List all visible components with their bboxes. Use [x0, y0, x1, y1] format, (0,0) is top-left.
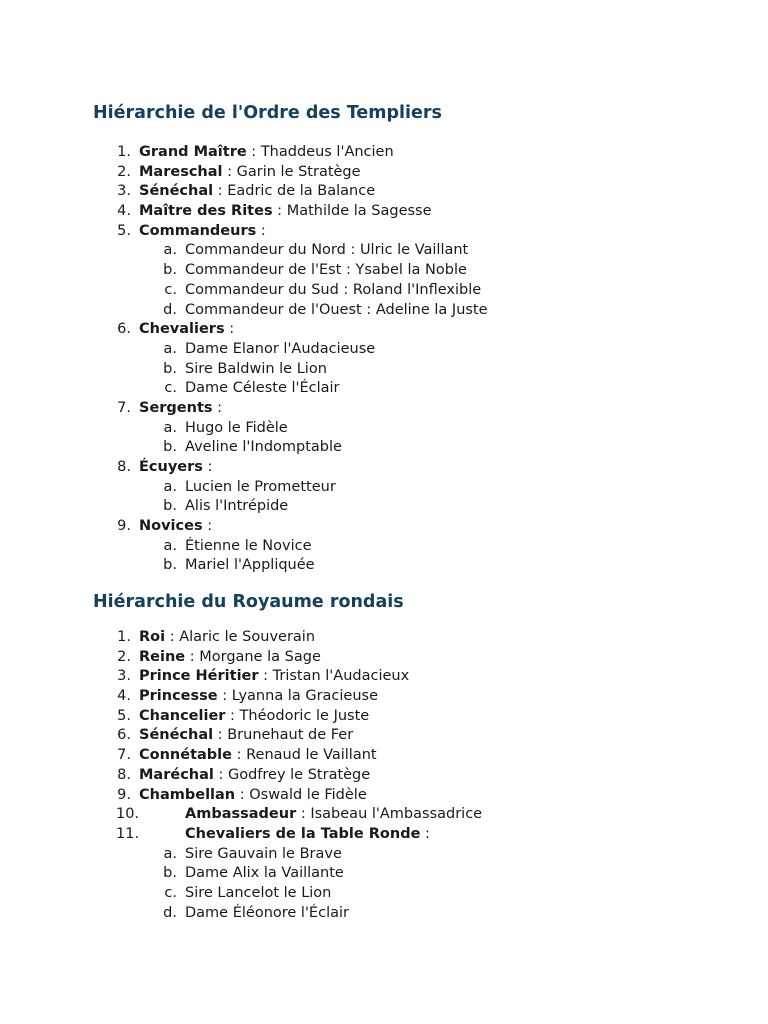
item-title: Maréchal	[139, 766, 214, 783]
item-name: Tristan l'Audacieux	[272, 668, 410, 685]
item-separator: :	[213, 727, 228, 744]
item-separator: :	[256, 222, 266, 239]
item-number: 11.	[116, 825, 140, 842]
item-number: 8.	[117, 766, 131, 783]
item-number: 9.	[117, 518, 131, 535]
templiers-hierarchy-list	[0, 143, 768, 576]
sub-item-text: Sire Gauvain le Brave	[185, 845, 342, 862]
sub-list-item	[0, 340, 768, 360]
item-number: 5.	[117, 222, 131, 239]
list-item	[0, 517, 768, 537]
sub-item-text: Sire Baldwin le Lion	[185, 360, 327, 377]
item-text	[139, 648, 321, 668]
list-item	[0, 320, 768, 340]
sub-item-letter: a.	[163, 419, 177, 436]
item-text	[139, 517, 212, 537]
item-text	[139, 399, 222, 419]
royaume-hierarchy-list	[0, 628, 768, 923]
sub-item-text: Dame Alix la Vaillante	[185, 865, 344, 882]
item-number: 8.	[117, 459, 131, 475]
item-text	[139, 163, 361, 183]
item-number: 4.	[117, 203, 131, 220]
item-number: 7.	[117, 747, 131, 764]
item-number: 9.	[117, 786, 131, 803]
item-number: 1.	[117, 629, 131, 645]
sub-list-item	[0, 884, 768, 904]
sub-item-letter: a.	[163, 845, 177, 862]
sub-item-text: Dame Céleste l'Éclair	[185, 380, 340, 397]
section-title-templiers: Hiérarchie de l'Ordre des Templiers	[93, 103, 442, 123]
item-text	[139, 222, 266, 242]
item-separator: :	[258, 668, 273, 685]
sub-list-item	[0, 497, 768, 517]
list-item	[0, 163, 768, 183]
item-number: 6.	[117, 727, 131, 744]
item-separator: :	[272, 203, 287, 220]
sub-item-letter: c.	[164, 884, 177, 901]
list-item	[0, 143, 768, 163]
item-number: 7.	[117, 399, 131, 416]
item-name: Morgane la Sage	[199, 648, 321, 665]
item-title: Chevaliers de la Table Ronde	[185, 825, 421, 842]
item-name: Mathilde la Sagesse	[286, 203, 432, 220]
item-text	[139, 687, 378, 707]
item-text	[139, 202, 432, 222]
list-item	[0, 202, 768, 222]
item-name: Godfrey le Stratège	[227, 766, 371, 783]
sub-list-item	[0, 360, 768, 380]
item-text	[139, 458, 212, 478]
item-separator: :	[231, 747, 247, 764]
sub-list-item	[0, 419, 768, 439]
item-number: 10.	[116, 806, 140, 823]
sub-item-text: Hugo le Fidèle	[185, 419, 288, 436]
item-separator: :	[217, 688, 232, 705]
item-name: Lyanna la Gracieuse	[231, 688, 379, 705]
item-text	[185, 825, 430, 845]
sub-item-text: Lucien le Prometteur	[185, 478, 336, 495]
item-title: Sénéchal	[139, 727, 214, 744]
item-separator: :	[213, 183, 228, 200]
sub-list-item	[0, 438, 768, 458]
item-name: Brunehaut de Fer	[227, 727, 354, 744]
list-item	[0, 687, 768, 707]
item-name: Isabeau l'Ambassadrice	[310, 806, 483, 823]
list-item	[0, 458, 768, 478]
item-separator: :	[202, 518, 213, 535]
item-separator: :	[296, 806, 311, 823]
item-name: Renaud le Vaillant	[246, 747, 377, 764]
list-item	[0, 825, 768, 845]
item-title: Roi	[139, 629, 166, 645]
item-title: Princesse	[139, 688, 218, 705]
item-text	[139, 143, 394, 163]
sub-item-letter: b.	[163, 865, 177, 882]
list-item	[0, 746, 768, 766]
list-item	[0, 707, 768, 727]
list-item	[0, 182, 768, 202]
sub-item-letter: b.	[163, 557, 177, 574]
sub-list-item	[0, 537, 768, 557]
sub-item-text: Commandeur du Sud : Roland l'Inflexible	[185, 281, 482, 298]
sub-item-text: Étienne le Novice	[185, 537, 312, 554]
item-separator: :	[224, 321, 235, 338]
item-text	[185, 805, 482, 825]
sub-item-text: Sire Lancelot le Lion	[185, 884, 332, 901]
item-name: Thaddeus l'Ancien	[260, 144, 394, 160]
item-title: Chancelier	[139, 707, 226, 724]
sub-item-letter: b.	[163, 360, 177, 377]
item-separator: :	[222, 163, 237, 180]
item-title: Écuyers	[139, 459, 203, 475]
sub-item-letter: a.	[163, 340, 177, 357]
item-text	[139, 707, 369, 727]
item-separator: :	[165, 629, 180, 645]
sub-list-item	[0, 556, 768, 576]
item-number: 4.	[117, 688, 131, 705]
sub-item-text: Dame Éléonore l'Éclair	[185, 904, 349, 921]
item-title: Maître des Rites	[139, 203, 273, 220]
item-text	[139, 667, 409, 687]
item-title: Commandeurs	[139, 222, 257, 239]
sub-item-letter: b.	[163, 498, 177, 515]
item-text	[139, 726, 353, 746]
item-number: 6.	[117, 321, 131, 338]
list-item	[0, 667, 768, 687]
item-name: Théodoric le Juste	[239, 707, 370, 724]
item-text	[139, 320, 234, 340]
sub-item-text: Commandeur de l'Est : Ysabel la Noble	[185, 262, 467, 279]
item-text	[139, 786, 367, 806]
item-title: Mareschal	[139, 163, 223, 180]
sub-item-letter: a.	[163, 478, 177, 495]
sub-list-item	[0, 379, 768, 399]
item-name: Oswald le Fidèle	[249, 786, 367, 803]
item-separator: :	[212, 399, 223, 416]
sub-item-text: Aveline l'Indomptable	[185, 439, 342, 456]
item-number: 1.	[117, 144, 131, 160]
item-separator: :	[185, 648, 200, 665]
sub-item-letter: b.	[163, 439, 177, 456]
sub-item-letter: c.	[164, 281, 177, 298]
item-separator: :	[202, 459, 213, 475]
item-number: 2.	[117, 648, 131, 665]
sub-list-item	[0, 301, 768, 321]
section-title-royaume: Hiérarchie du Royaume rondais	[93, 592, 404, 612]
sub-list-item	[0, 241, 768, 261]
item-number: 5.	[117, 707, 131, 724]
sub-list-item	[0, 478, 768, 498]
item-separator: :	[225, 707, 240, 724]
sub-item-text: Alis l'Intrépide	[185, 498, 289, 515]
item-name: Garin le Stratège	[236, 163, 361, 180]
item-separator: :	[420, 825, 430, 842]
item-title: Prince Héritier	[139, 668, 259, 685]
item-title: Reine	[139, 648, 186, 665]
item-text	[139, 182, 375, 202]
sub-item-letter: b.	[163, 262, 177, 279]
item-text	[139, 746, 377, 766]
list-item	[0, 726, 768, 746]
item-title: Sergents	[139, 399, 213, 416]
list-item	[0, 222, 768, 242]
sub-item-letter: d.	[163, 301, 177, 318]
sub-item-text: Commandeur du Nord : Ulric le Vaillant	[185, 242, 469, 259]
sub-item-text: Mariel l'Appliquée	[185, 557, 315, 574]
item-title: Grand Maître	[139, 144, 247, 160]
list-item	[0, 766, 768, 786]
list-item	[0, 648, 768, 668]
sub-list-item	[0, 281, 768, 301]
sub-list-item	[0, 261, 768, 281]
sub-list-item	[0, 904, 768, 924]
list-item	[0, 786, 768, 806]
item-number: 2.	[117, 163, 131, 180]
item-name: Eadric de la Balance	[227, 183, 376, 200]
item-title: Connétable	[139, 747, 232, 764]
sub-list-item	[0, 845, 768, 865]
item-title: Ambassadeur	[185, 806, 297, 823]
item-text	[139, 628, 315, 648]
list-item	[0, 805, 768, 825]
sub-item-letter: c.	[164, 380, 177, 397]
item-separator: :	[246, 144, 261, 160]
item-title: Sénéchal	[139, 183, 214, 200]
item-separator: :	[235, 786, 250, 803]
item-number: 3.	[117, 668, 131, 685]
list-item	[0, 628, 768, 648]
sub-item-letter: a.	[163, 242, 177, 259]
list-item	[0, 399, 768, 419]
sub-item-text: Commandeur de l'Ouest : Adeline la Juste	[185, 301, 488, 318]
sub-item-letter: a.	[163, 537, 177, 554]
item-title: Novices	[139, 518, 203, 535]
item-number: 3.	[117, 183, 131, 200]
item-text	[139, 766, 370, 786]
item-title: Chevaliers	[139, 321, 225, 338]
sub-item-text: Dame Elanor l'Audacieuse	[185, 340, 376, 357]
item-separator: :	[213, 766, 228, 783]
sub-item-letter: d.	[163, 904, 177, 921]
item-name: Alaric le Souverain	[179, 629, 316, 645]
sub-list-item	[0, 864, 768, 884]
item-title: Chambellan	[139, 786, 236, 803]
